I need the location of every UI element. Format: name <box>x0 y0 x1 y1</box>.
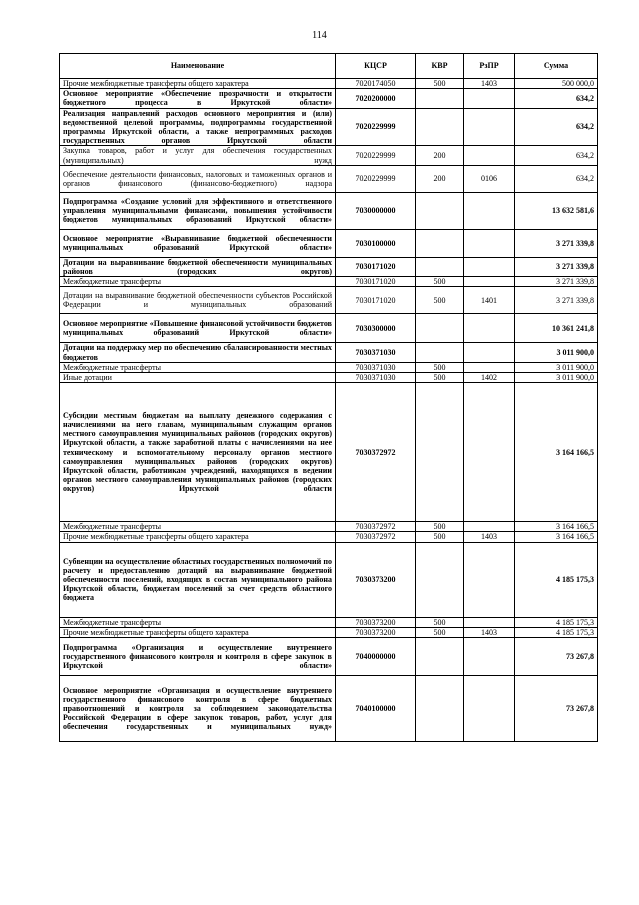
row-name: Субсидии местным бюджетам на выплату денежного содержания с начислениями на него главам, муниципальным служащим органов местного самоуправления муниципальных районов (городских округов) Иркутской области, а также заработной платы с начислениями на нее техническому и вспомогательному персоналу органов местного самоуправления муниципальных районов (городских округов) Иркутской области, работникам учреждений, находящихся в ведении органов местного самоуправления муниципальных районов (городских округов) Иркутской области <box>60 383 336 522</box>
row-kvr: 500 <box>416 79 464 89</box>
row-kcsr: 7020229999 <box>336 165 416 192</box>
row-kcsr: 7030373200 <box>336 627 416 637</box>
row-kcsr: 7030100000 <box>336 229 416 257</box>
row-kcsr: 7030373200 <box>336 617 416 627</box>
header-kcsr: КЦСР <box>336 54 416 79</box>
row-kvr <box>416 383 464 522</box>
row-kcsr: 7030171020 <box>336 277 416 287</box>
table-row <box>60 373 598 383</box>
row-name: Основное мероприятие «Организация и осуществление внутреннего государственного финансового контроля в сфере бюджетных правоотношений и контроля за соблюдением законодательства Российской Федерации в сфере закупок товаров, работ, услуг для обеспечения государственных и муниципальных нужд» <box>60 676 336 742</box>
table-row <box>60 627 598 637</box>
row-name: Межбюджетные трансферты <box>60 362 336 372</box>
row-rzpr <box>464 229 515 257</box>
row-kcsr: 7020229999 <box>336 146 416 165</box>
row-kcsr: 7020174050 <box>336 79 416 89</box>
row-kcsr: 7030300000 <box>336 314 416 343</box>
row-rzpr <box>464 314 515 343</box>
row-kvr <box>416 257 464 276</box>
row-rzpr: 1401 <box>464 287 515 314</box>
row-kcsr: 7030000000 <box>336 192 416 229</box>
row-sum: 634,2 <box>515 146 598 165</box>
row-kvr <box>416 542 464 617</box>
row-kvr: 500 <box>416 617 464 627</box>
row-name: Дотации на поддержку мер по обеспечению сбалансированности местных бюджетов <box>60 343 336 362</box>
row-name: Прочие межбюджетные трансферты общего характера <box>60 532 336 542</box>
row-kvr <box>416 314 464 343</box>
row-sum: 3 011 900,0 <box>515 373 598 383</box>
row-rzpr <box>464 89 515 108</box>
table-row <box>60 676 598 742</box>
row-kvr: 500 <box>416 532 464 542</box>
row-kcsr: 7030371030 <box>336 373 416 383</box>
row-sum: 4 185 175,3 <box>515 542 598 617</box>
row-sum: 4 185 175,3 <box>515 627 598 637</box>
row-name: Прочие межбюджетные трансферты общего характера <box>60 79 336 89</box>
table-row <box>60 79 598 89</box>
row-rzpr: 1403 <box>464 532 515 542</box>
row-kvr <box>416 343 464 362</box>
table-row <box>60 532 598 542</box>
row-kcsr: 7020229999 <box>336 108 416 146</box>
row-rzpr <box>464 542 515 617</box>
row-kvr: 500 <box>416 277 464 287</box>
table-row <box>60 522 598 532</box>
table-row <box>60 165 598 192</box>
row-sum: 10 361 241,8 <box>515 314 598 343</box>
row-rzpr <box>464 343 515 362</box>
row-sum: 3 271 339,8 <box>515 229 598 257</box>
table-row <box>60 192 598 229</box>
row-rzpr: 1403 <box>464 627 515 637</box>
table-row <box>60 383 598 522</box>
row-name: Межбюджетные трансферты <box>60 617 336 627</box>
row-rzpr <box>464 617 515 627</box>
row-kvr <box>416 192 464 229</box>
row-sum: 3 011 900,0 <box>515 343 598 362</box>
table-row <box>60 542 598 617</box>
row-kvr: 500 <box>416 627 464 637</box>
row-kcsr: 7040000000 <box>336 638 416 676</box>
row-rzpr <box>464 192 515 229</box>
row-sum: 634,2 <box>515 165 598 192</box>
table-row <box>60 229 598 257</box>
table-row <box>60 617 598 627</box>
row-name: Подпрограмма «Создание условий для эффективного и ответственного управления муниципальными финансами, повышения устойчивости бюджетов муниципальных образований Иркутской области» <box>60 192 336 229</box>
row-rzpr <box>464 108 515 146</box>
row-kcsr: 7030371030 <box>336 362 416 372</box>
row-kvr <box>416 229 464 257</box>
table-row <box>60 257 598 276</box>
header-name: Наименование <box>60 54 336 79</box>
row-sum: 3 271 339,8 <box>515 287 598 314</box>
table-row <box>60 277 598 287</box>
header-rzpr: РзПР <box>464 54 515 79</box>
row-kvr: 500 <box>416 362 464 372</box>
row-rzpr: 0106 <box>464 165 515 192</box>
row-sum: 13 632 581,6 <box>515 192 598 229</box>
row-sum: 3 164 166,5 <box>515 522 598 532</box>
row-name: Межбюджетные трансферты <box>60 522 336 532</box>
row-kvr <box>416 676 464 742</box>
row-kvr <box>416 108 464 146</box>
table-header-row <box>60 54 598 79</box>
row-kvr: 500 <box>416 373 464 383</box>
row-rzpr <box>464 277 515 287</box>
row-name: Основное мероприятие «Повышение финансовой устойчивости бюджетов муниципальных образований Иркутской области» <box>60 314 336 343</box>
row-kvr <box>416 638 464 676</box>
table-row <box>60 287 598 314</box>
row-name: Иные дотации <box>60 373 336 383</box>
row-sum: 634,2 <box>515 108 598 146</box>
row-sum: 73 267,8 <box>515 676 598 742</box>
row-sum: 3 011 900,0 <box>515 362 598 372</box>
row-kvr: 500 <box>416 287 464 314</box>
row-name: Прочие межбюджетные трансферты общего характера <box>60 627 336 637</box>
row-kvr: 200 <box>416 146 464 165</box>
row-kvr: 200 <box>416 165 464 192</box>
row-sum: 3 271 339,8 <box>515 277 598 287</box>
row-kcsr: 7030371030 <box>336 343 416 362</box>
row-name: Основное мероприятие «Выравнивание бюджетной обеспеченности муниципальных образований Иркутской области» <box>60 229 336 257</box>
row-name: Дотации на выравнивание бюджетной обеспеченности субъектов Российской Федерации и муниципальных образований <box>60 287 336 314</box>
header-kvr: КВР <box>416 54 464 79</box>
row-rzpr <box>464 522 515 532</box>
table-row <box>60 343 598 362</box>
row-rzpr: 1402 <box>464 373 515 383</box>
row-rzpr <box>464 257 515 276</box>
row-rzpr <box>464 676 515 742</box>
row-name: Дотации на выравнивание бюджетной обеспеченности муниципальных районов (городских округов) <box>60 257 336 276</box>
row-kcsr: 7040100000 <box>336 676 416 742</box>
header-sum: Сумма <box>515 54 598 79</box>
row-name: Межбюджетные трансферты <box>60 277 336 287</box>
table-row <box>60 108 598 146</box>
row-sum: 73 267,8 <box>515 638 598 676</box>
row-kcsr: 7030373200 <box>336 542 416 617</box>
budget-table <box>59 53 598 742</box>
row-sum: 3 164 166,5 <box>515 532 598 542</box>
row-sum: 4 185 175,3 <box>515 617 598 627</box>
table-row <box>60 314 598 343</box>
row-kcsr: 7020200000 <box>336 89 416 108</box>
row-rzpr <box>464 146 515 165</box>
row-name: Основное мероприятие «Обеспечение прозрачности и открытости бюджетного процесса в Иркутской области» <box>60 89 336 108</box>
row-name: Закупка товаров, работ и услуг для обеспечения государственных (муниципальных) нужд <box>60 146 336 165</box>
row-rzpr <box>464 383 515 522</box>
row-sum: 3 271 339,8 <box>515 257 598 276</box>
row-name: Обеспечение деятельности финансовых, налоговых и таможенных органов и органов финансового (финансово-бюджетного) надзора <box>60 165 336 192</box>
table-row <box>60 362 598 372</box>
row-sum: 500 000,0 <box>515 79 598 89</box>
row-sum: 3 164 166,5 <box>515 383 598 522</box>
row-name: Подпрограмма «Организация и осуществление внутреннего государственного финансового контроля и контроля в сфере закупок в Иркутской области» <box>60 638 336 676</box>
table-row <box>60 89 598 108</box>
table-row <box>60 638 598 676</box>
row-kvr <box>416 89 464 108</box>
row-name: Реализация направлений расходов основного мероприятия и (или) ведомственной целевой программы, подпрограммы государственной программы Иркутской области, а также непрограммных расходов государственных органов Иркутской области <box>60 108 336 146</box>
row-kcsr: 7030171020 <box>336 257 416 276</box>
row-kvr: 500 <box>416 522 464 532</box>
row-kcsr: 7030372972 <box>336 522 416 532</box>
row-sum: 634,2 <box>515 89 598 108</box>
row-kcsr: 7030372972 <box>336 532 416 542</box>
row-rzpr <box>464 638 515 676</box>
table-row <box>60 146 598 165</box>
row-kcsr: 7030171020 <box>336 287 416 314</box>
row-rzpr <box>464 362 515 372</box>
row-name: Субвенции на осуществление областных государственных полномочий по расчету и предоставлению дотаций на выравнивание бюджетной обеспеченности поселений, входящих в состав муниципального района Иркутской области, бюджетам поселений за счет средств областного бюджета <box>60 542 336 617</box>
row-rzpr: 1403 <box>464 79 515 89</box>
page-number: 114 <box>312 30 327 41</box>
row-kcsr: 7030372972 <box>336 383 416 522</box>
